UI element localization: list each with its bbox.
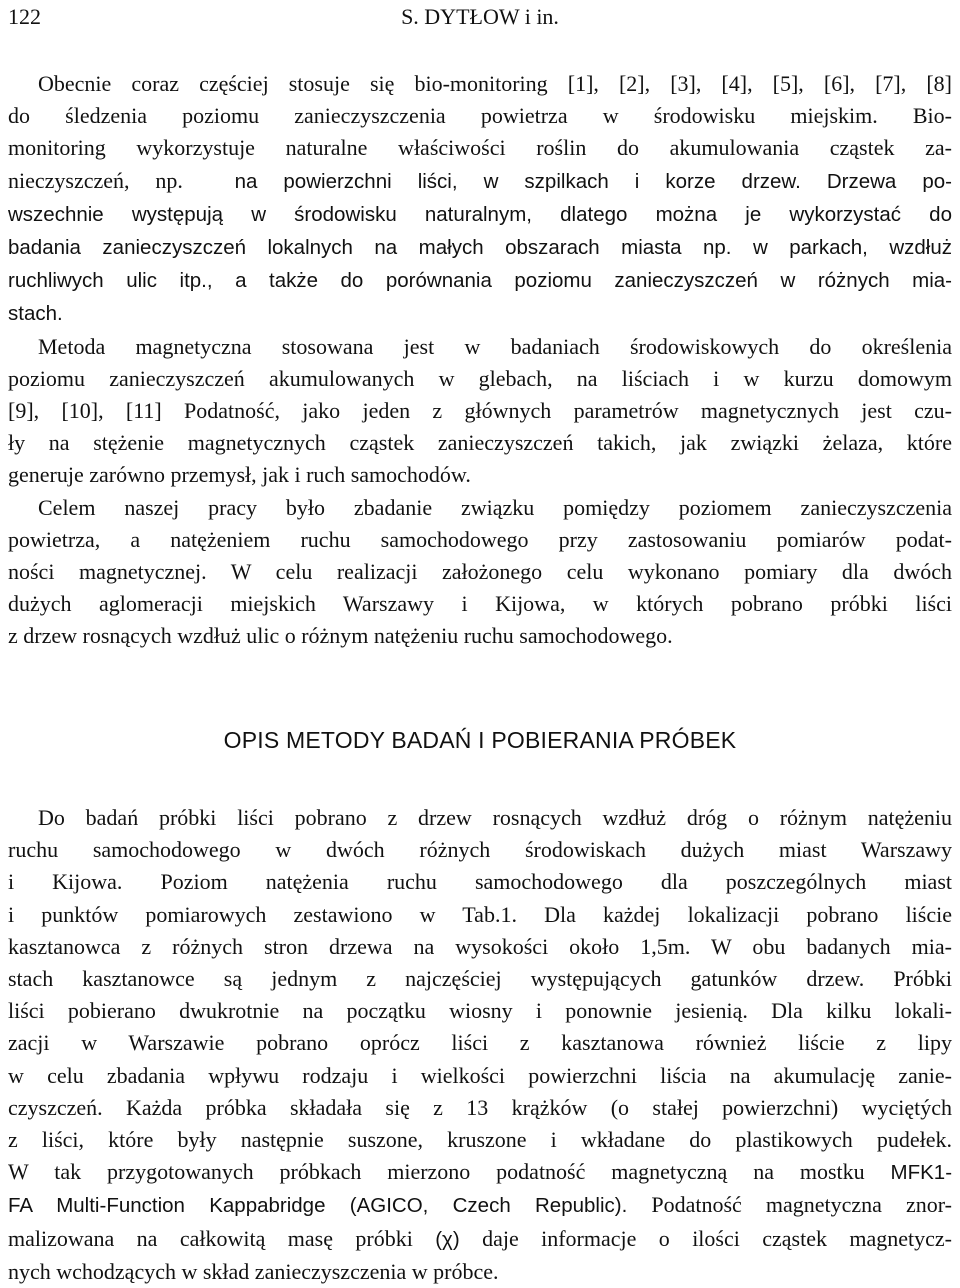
text-line: ruchu samochodowego w dwóch różnych środowiskach dużych miast Warszawy [8,837,952,863]
text-line [8,1189,952,1222]
text-line: i Kijowa. Poziom natężenia ruchu samochodowego dla poszczególnych miast [8,869,952,895]
text-line: ły na stężenie magnetycznych cząstek zanieczyszczeń takich, jak związki żelaza, które [8,430,952,456]
paragraph-aim [8,492,952,653]
text-line: liści pobierano dwukrotnie na początku wiosny i ponownie jesienią. Dla kilku lokali- [8,998,952,1024]
text-segment: nieczyszczeń, np. [8,167,183,193]
text-segment: Podatność magnetyczna znor- [651,1192,952,1218]
text-line: kasztanowca z różnych stron drzewa na wysokości około 1,5m. W obu badanych mia- [8,933,952,959]
text-line [8,231,952,264]
text-line: Metoda magnetyczna stosowana jest w badaniach środowiskowych do określenia [38,333,952,359]
paragraph-magnetic-method [8,331,952,492]
paragraph-biomonitoring [8,68,952,331]
text-line: ności magnetycznej. W celu realizacji założonego celu wykonano pomiary dla dwóch [8,559,952,585]
text-line: powietrza, a natężeniem ruchu samochodowego przy zastosowaniu pomiarów podat- [8,526,952,552]
text-line: Celem naszej pracy było zbadanie związku pomiędzy poziomem zanieczyszczenia [38,494,952,520]
text-line: [9], [10], [11] Podatność, jako jeden z głównych parametrów magnetycznych jest czu- [8,398,952,424]
text-segment-sans: na powierzchni liści, w szpilkach i korze drzew. Drzewa po- [234,169,952,193]
text-line [8,297,952,330]
text-line: zacji w Warszawie pobrano oprócz liści z kasztanowa również liście z lipy [8,1030,952,1056]
text-segment: W tak przygotowanych próbkach mierzono podatność magnetyczną na mostku [8,1159,865,1185]
text-line [8,1156,952,1189]
page-header [8,2,952,32]
text-line: Obecnie coraz częściej stosuje się bio-monitoring [1], [2], [3], [4], [5], [6], [7], [8] [38,71,952,96]
text-line [8,264,952,297]
chi-symbol: (χ) [435,1227,460,1251]
text-segment-sans: stach. [8,302,63,326]
running-head: S. DYTŁOW i in. [401,4,559,29]
text-line: z drzew rosnących wzdłuż ulic o różnym natężeniu ruchu samochodowego. [8,623,673,649]
intro-text [8,68,952,653]
text-line [8,198,952,231]
text-line: w celu zbadania wpływu rodzaju i wielkości powierzchni liścia na akumulację zanie- [8,1062,952,1088]
text-line: czyszczeń. Każda próbka składała się z 13 krążków (o stałej powierzchni) wyciętých [8,1094,952,1120]
text-line: nych wchodzących w skład zanieczyszczenia w próbce. [8,1258,499,1284]
text-line: generuje zarówno przemysł, jak i ruch samochodów. [8,462,471,488]
text-line [8,1223,952,1256]
text-segment-sans: ruchliwych ulic itp., a także do porównania poziomu zanieczyszczeń w różnych mia- [8,269,952,293]
section-heading: OPIS METODY BADAŃ I POBIERANIA PRÓBEK [223,727,737,753]
methods-text [8,802,952,1288]
text-line: poziomu zanieczyszczeń akumulowanych w glebach, na liściach i w kurzu domowym [8,365,952,391]
text-line: stach kasztanowce są jednym z najczęściej występujących gatunków drzew. Próbki [8,966,952,992]
text-segment: malizowana na całkowitą masę próbki [8,1225,413,1251]
text-line: monitoring wykorzystuje naturalne właściwości roślin do akumulowania cząstek za- [8,135,952,161]
text-line: i punktów pomiarowych zestawiono w Tab.1. Dla każdej lokalizacji pobrano liście [8,901,952,927]
page-number: 122 [8,4,41,29]
text-segment-sans: FA Multi-Function Kappabridge (AGICO, Czech Republic). [8,1194,628,1218]
text-segment: daje informacje o ilości cząstek magnetycz- [482,1225,953,1251]
text-line [8,165,952,198]
text-segment-sans: badania zanieczyszczeń lokalnych na małych obszarach miasta np. w parkach, wzdłuż [8,236,952,260]
text-line: Do badań próbki liści pobrano z drzew rosnących wzdłuż dróg o różnym natężeniu [38,805,952,830]
text-segment-sans: wszechnie występują w środowisku naturalnym, dlatego można je wykorzystać do [8,202,952,226]
text-segment-sans: MFK1- [890,1161,953,1185]
paragraph-methods [8,802,952,1288]
text-line: do śledzenia poziomu zanieczyszczenia powietrza w środowisku miejskim. Bio- [8,103,952,129]
text-line: z liści, które były następnie suszone, kruszone i wkładane do plastikowych pudełek. [8,1127,952,1153]
text-line: dużych aglomeracji miejskich Warszawy i Kijowa, w których pobrano próbki liści [8,591,952,617]
